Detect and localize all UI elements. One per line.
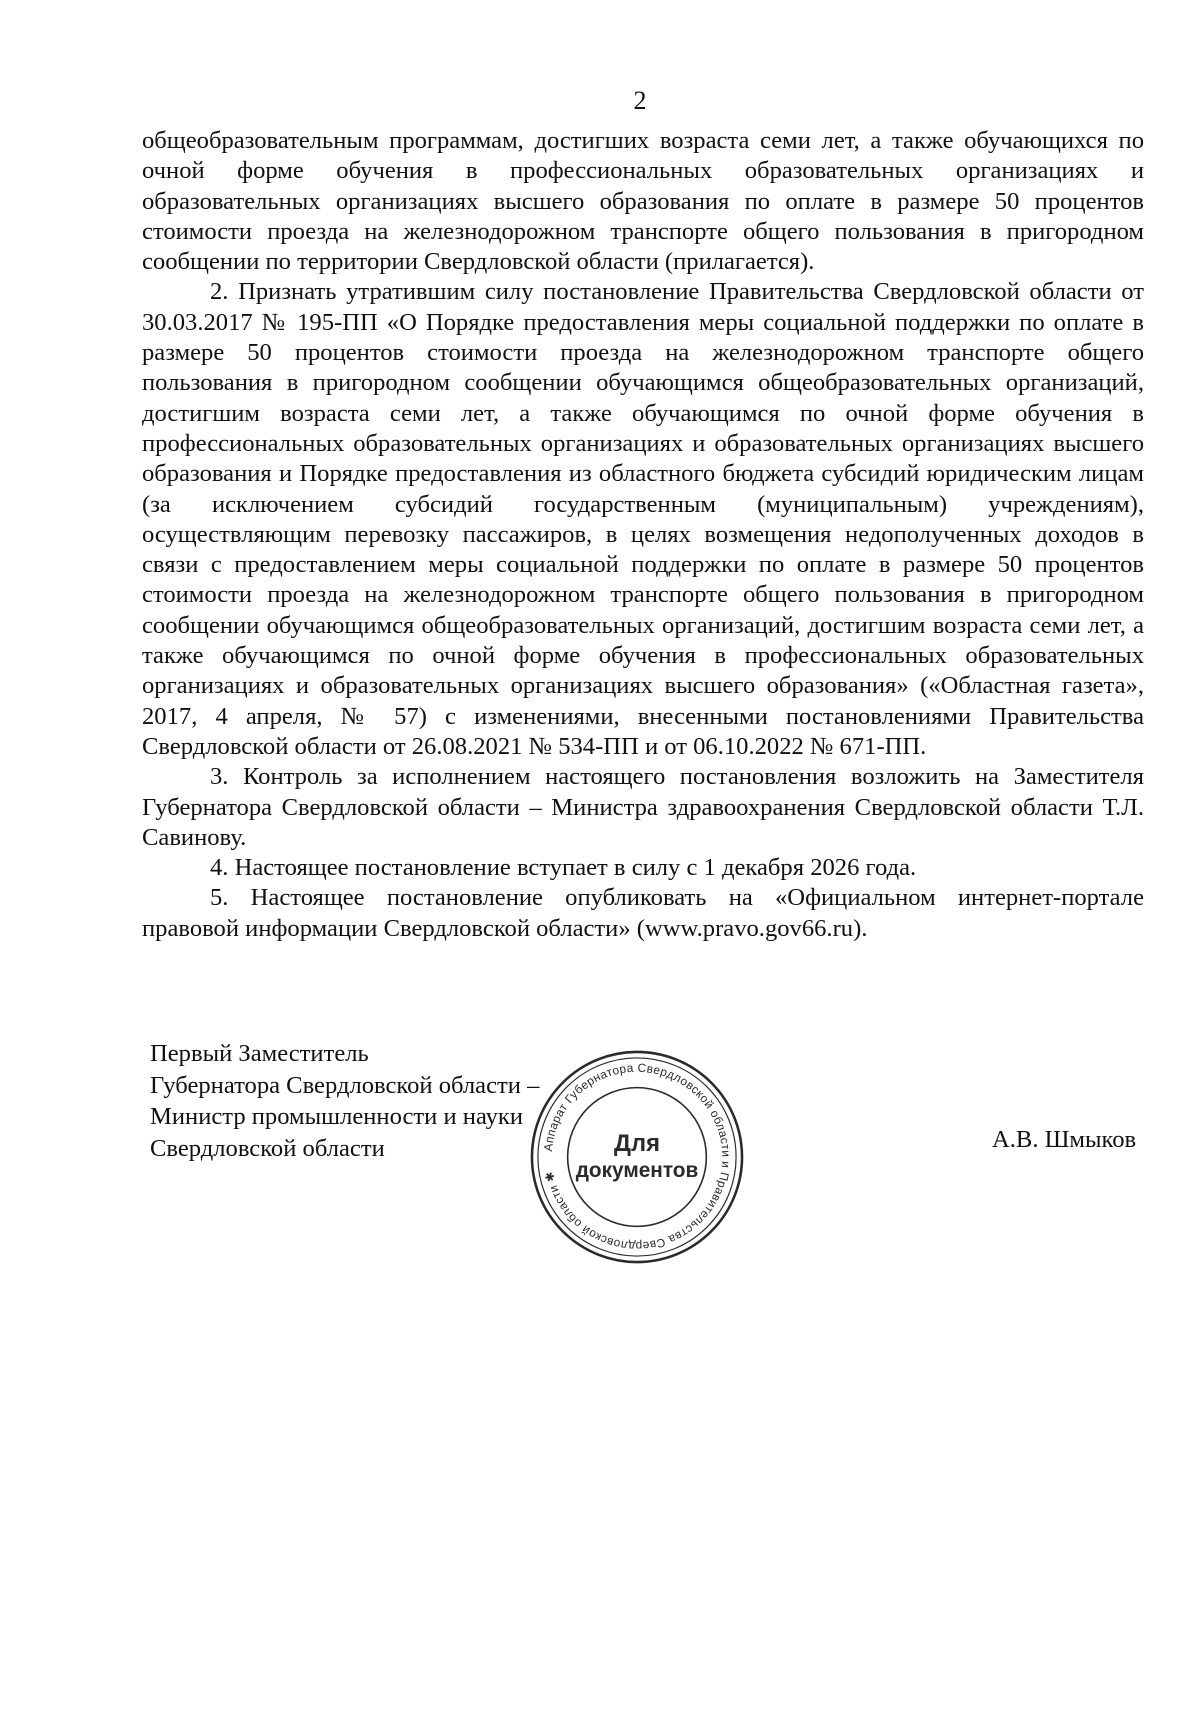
signer-position-line-4: Свердловской области — [150, 1134, 385, 1162]
paragraph-item-4: 4. Настоящее постановление вступает в силу с 1 декабря 2026 года. — [210, 854, 917, 882]
signer-position-line-3: Министр промышленности и науки — [150, 1103, 524, 1130]
stamp-center-line-1: Для — [614, 1130, 660, 1158]
page-number: 2 — [633, 86, 647, 115]
signature-block — [150, 1038, 539, 1164]
paragraph-continuation: общеобразовательным программам, достигших возраста семи лет, а также обучающихся по очной форме обучения в профессиональных образовательных организациях и образовательных организациях высшего образования по оплате в размере 50 процентов стоимости проезда на железнодорожном транспорте общего пользования в пригородном сообщении по территории Свердловской области (прилагается). — [142, 127, 1144, 276]
signer-position-line-2: Губернатора Свердловской области – — [150, 1071, 540, 1099]
signer-name: А.В. Шмыков — [992, 1126, 1137, 1153]
paragraph-item-3: 3. Контроль за исполнением настоящего постановления возложить на Заместителя Губернатора Свердловской области – Министра здравоохранения Свердловской области Т.Л. Савинову. — [142, 763, 1144, 851]
stamp-center-line-2: документов — [575, 1158, 699, 1182]
paragraph-item-2: 2. Признать утратившим силу постановление Правительства Свердловской области от 30.03.2017 № 195-ПП «О Порядке предоставления меры социальной поддержки по оплате в размере 50 процентов стоимости проезда на железнодорожном транспорте общего пользования в пригородном сообщении обучающимся общеобразовательных организаций, достигшим возраста семи лет, а также обучающимся по очной форме обучения в профессиональных образовательных организациях и образовательных организациях высшего образования и Порядке предоставления из областного бюджета субсидий юридическим лицам (за исключением субсидий государственным (муниципальным) учреждениям), осуществляющим перевозку пассажиров, в целях возмещения недополученных доходов в связи с предоставлением меры социальной поддержки по оплате в размере 50 процентов стоимости проезда на железнодорожном транспорте общего пользования в пригородном сообщении обучающимся общеобразовательных организаций, достигшим возраста семи лет, а также обучающимся по очной форме обучения в профессиональных образовательных организациях и образовательных организациях высшего образования» («Областная газета», 2017, 4 апреля, № 57) с изменениями, внесенными постановлениями Правительства Свердловской области от 26.08.2021 № 534-ПП и от 06.10.2022 № 671-ПП. — [142, 278, 1144, 760]
signer-position-line-1: Первый Заместитель — [150, 1040, 369, 1067]
stamp-ring-text: Аппарат Губернатора Свердловской области и Правительства Свердловской области ✱ — [540, 1060, 734, 1254]
paragraph-item-5: 5. Настоящее постановление опубликовать на «Официальном интернет-портале правовой информации Свердловской области» (www.pravo.gov66.ru). — [142, 884, 1144, 942]
document-body — [142, 126, 1144, 944]
official-stamp — [528, 1048, 746, 1266]
